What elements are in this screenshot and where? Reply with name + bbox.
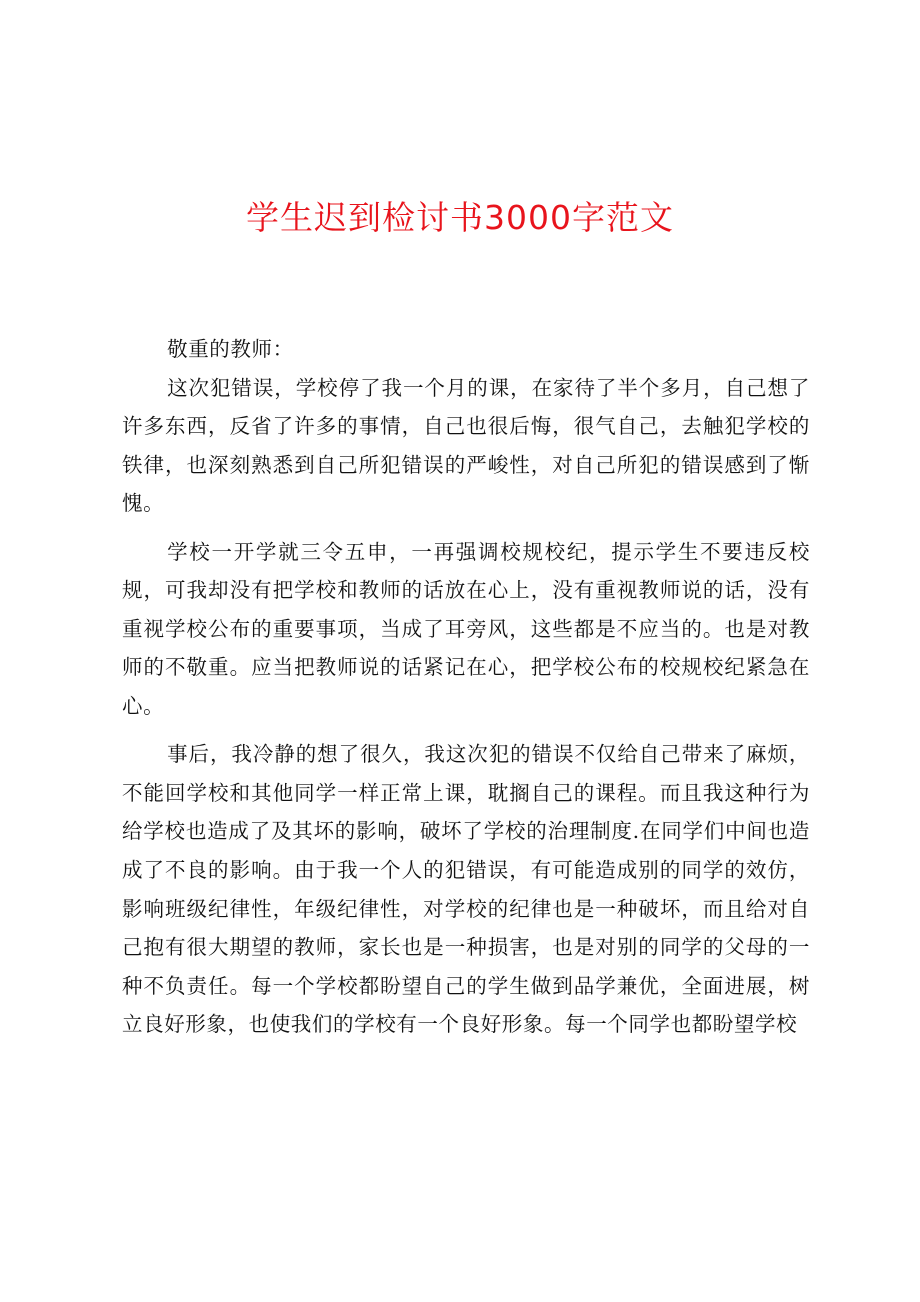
document-body [122, 330, 810, 1053]
paragraph-2: 学校一开学就三令五申，一再强调校规校纪，提示学生不要违反校规，可我却没有把学校和教师的话放在心上，没有重视教师说的话，没有重视学校公布的重要事项，当成了耳旁风，这些都是不应当的。也是对教师的不敬重。应当把教师说的话紧记在心，把学校公布的校规校纪紧急在心。 [122, 539, 810, 718]
paragraph-1: 这次犯错误，学校停了我一个月的课，在家待了半个多月，自己想了许多东西，反省了许多的事情，自己也很后悔，很气自己，去触犯学校的铁律，也深刻熟悉到自己所犯错误的严峻性，对自己所犯的错误感到了惭愧。 [122, 375, 810, 516]
paragraph-3: 事后，我冷静的想了很久，我这次犯的错误不仅给自己带来了麻烦，不能回学校和其他同学一样正常上课，耽搁自己的课程。而且我这种行为给学校也造成了及其坏的影响，破坏了学校的治理制度.在同学们中间也造成了不良的影响。由于我一个人的犯错误，有可能造成别的同学的效仿，影响班级纪律性，年级纪律性，对学校的纪律也是一种破坏，而且给对自己抱有很大期望的教师，家长也是一种损害，也是对别的同学的父母的一种不负责任。每一个学校都盼望自己的学生做到品学兼优，全面进展，树立良好形象，也使我们的学校有一个良好形象。每一个同学也都盼望学校 [122, 742, 810, 1037]
document-title: 学生迟到检讨书3000字范文 [246, 198, 674, 237]
salutation: 敬重的教师： [167, 337, 294, 361]
